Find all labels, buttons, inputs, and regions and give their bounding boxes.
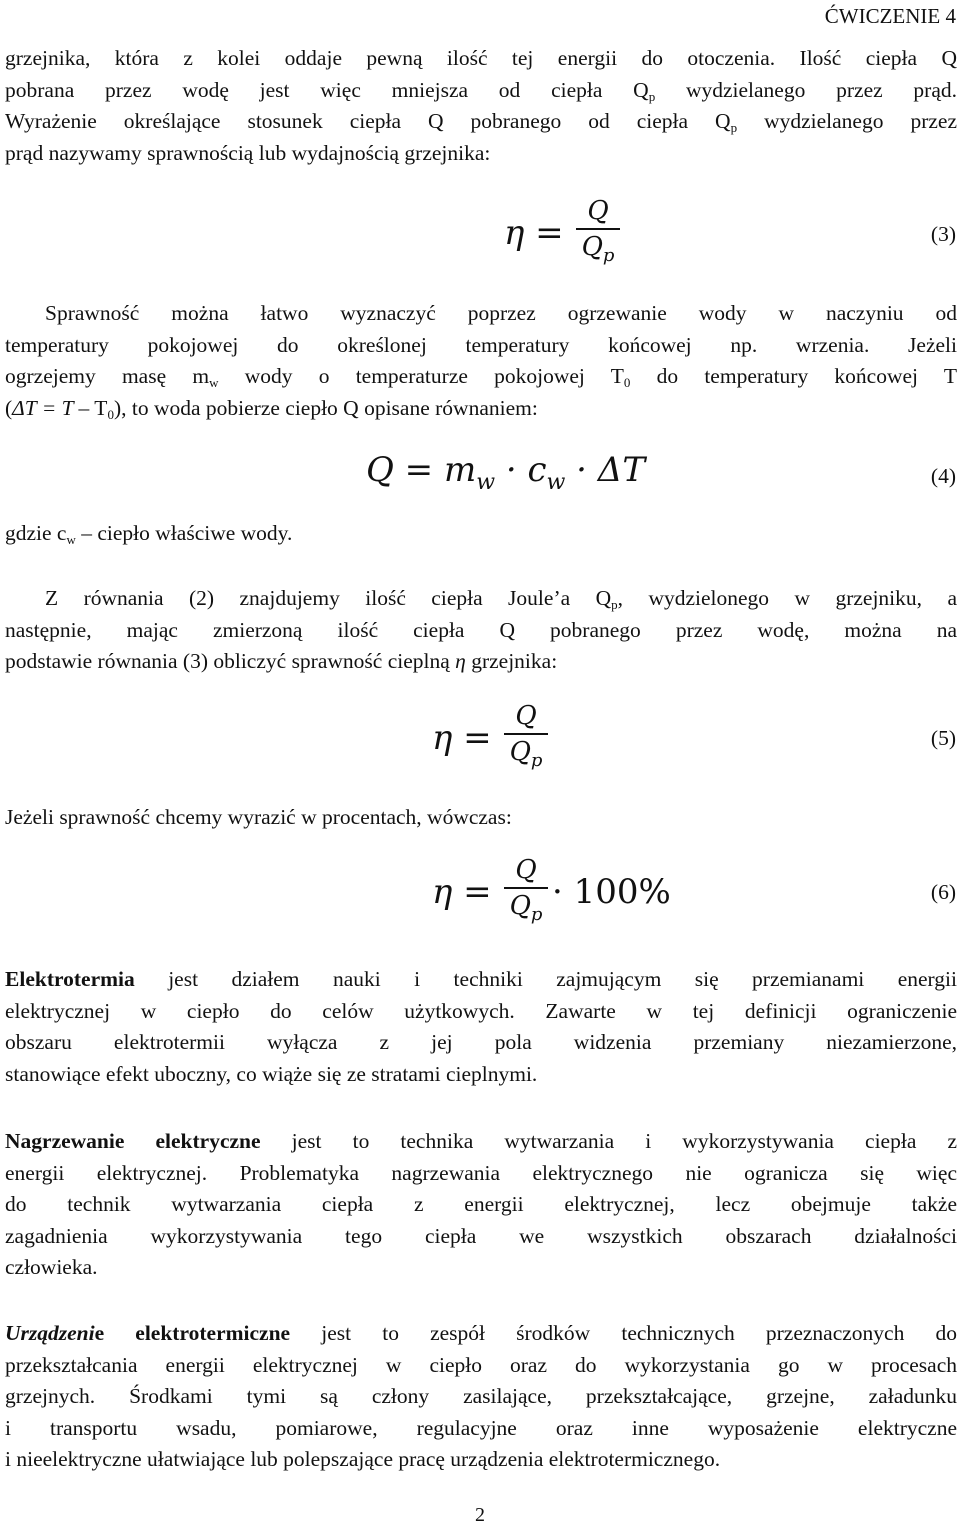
text-line: podstawie równania (3) obliczyć sprawność cieplną η grzejnika: [5,649,558,673]
text-line: ogrzejemy masę $m_w$ wody o temperaturze pokojowej $T_0$ do temperatury końcowej T [5,364,957,390]
denominator: $Q_p$ [509,890,543,925]
text-line: i transportu wsadu, pomiarowe, regulacyjne oraz inne wyposażenie elektryczne [5,1415,957,1440]
numerator: Q [515,701,537,731]
text-line: grzejnych. Środkami tymi są człony zasilające, przekształcające, grzejne, załadunku [5,1384,957,1408]
text-line: przekształcania energii elektrycznej w ciepło oraz do wykorzystania go w procesach [5,1352,957,1377]
text-line: i nieelektryczne ułatwiające lub polepszające pracę urządzenia elektrotermicznego. [5,1447,721,1471]
text-line: temperatury pokojowej do określonej temperatury końcowej np. wrzenia. Jeżeli [5,332,957,357]
numerator: Q [515,855,537,885]
equation-number: (4) [930,464,956,488]
text-line: człowieka. [5,1255,98,1279]
text-line: Urządzenie elektrotermiczne jest to zespół środków technicznych przeznaczonych do [5,1321,957,1345]
text-line: stanowiące efekt uboczny, co wiąże się ze stratami cieplnymi. [5,1061,538,1086]
text-line: $(\Delta T = T - T_0)$, to woda pobierze ciepło Q opisane równaniem: [5,395,538,422]
text-line: obszaru elektrotermii wyłącza z jej pola widzenia przemiany niezamierzone, [5,1030,957,1054]
text-line: zagadnienia wykorzystywania tego ciepła we wszystkich obszarach działalności [5,1223,957,1248]
equation-number: (3) [930,222,956,246]
fraction-bar [576,228,620,230]
text-line: elektrycznej w ciepło do celów użytkowych. Zawarte w tej definicji ograniczenie [5,998,957,1023]
fraction [504,855,548,925]
equation-number: (6) [930,880,956,904]
equation-number: (5) [930,726,956,750]
note-line: gdzie $c_w$ – ciepło właściwe wody. [5,521,293,547]
equation-lhs: η = [432,872,492,912]
paragraph-7 [5,1318,957,1476]
text-line: prąd nazywamy sprawnością lub wydajnością grzejnika: [5,140,491,165]
page-number: 2 [475,1504,485,1526]
paragraph-3 [5,583,957,678]
chapter-header: ĆWICZENIE 4 [824,4,956,28]
text-line: pobrana przez wodę jest więc mniejsza od ciepła $Q_p$ wydzielanego przez prąd. [5,77,957,104]
text-line: energii elektrycznej. Problematyka nagrzewania elektrycznego nie ogranicza się więc [5,1160,957,1185]
fraction [504,701,548,771]
text-line: Wyrażenie określające stosunek ciepła Q pobranego od ciepła $Q_p$ wydzielanego przez [5,109,957,135]
paragraph-1 [5,43,957,169]
text-line: następnie, mając zmierzoną ilość ciepła Q pobranego przez wodę, można na [5,617,957,642]
text-line: Z równania (2) znajdujemy ilość ciepła Joule’a $Q_p$, wydzielonego w grzejniku, a [45,586,957,612]
fraction-bar [504,733,548,735]
fraction-bar [504,887,548,889]
denominator: $Q_p$ [509,736,543,771]
paragraph-4: Jeżeli sprawność chcemy wyrazić w procentach, wówczas: [5,805,512,829]
paragraph-5 [5,964,957,1090]
text-line: Elektrotermia jest działem nauki i techniki zajmującym się przemianami energii [5,967,957,991]
paragraph-2 [5,298,957,424]
text-line: grzejnika, która z kolei oddaje pewną ilość tej energii do otoczenia. Ilość ciepła Q [5,46,957,70]
text-line: Nagrzewanie elektryczne jest to technika wytwarzania i wykorzystywania ciepła z [5,1129,958,1153]
paragraph-6 [5,1126,957,1284]
denominator: $Q_p$ [581,231,615,266]
text-line: do technik wytwarzania ciepła z energii elektrycznej, lecz obejmuje także [5,1192,957,1216]
equation-lhs: η = [504,213,564,253]
equation-body: $Q = m_w \cdot c_w \cdot \Delta T$ [366,450,646,495]
numerator: Q [587,196,609,226]
equation-rhs: · 100% [552,872,671,912]
fraction [576,196,620,266]
text-line: Sprawność można łatwo wyznaczyć poprzez ogrzewanie wody w naczyniu od [45,301,957,325]
equation-lhs: η = [432,718,492,758]
